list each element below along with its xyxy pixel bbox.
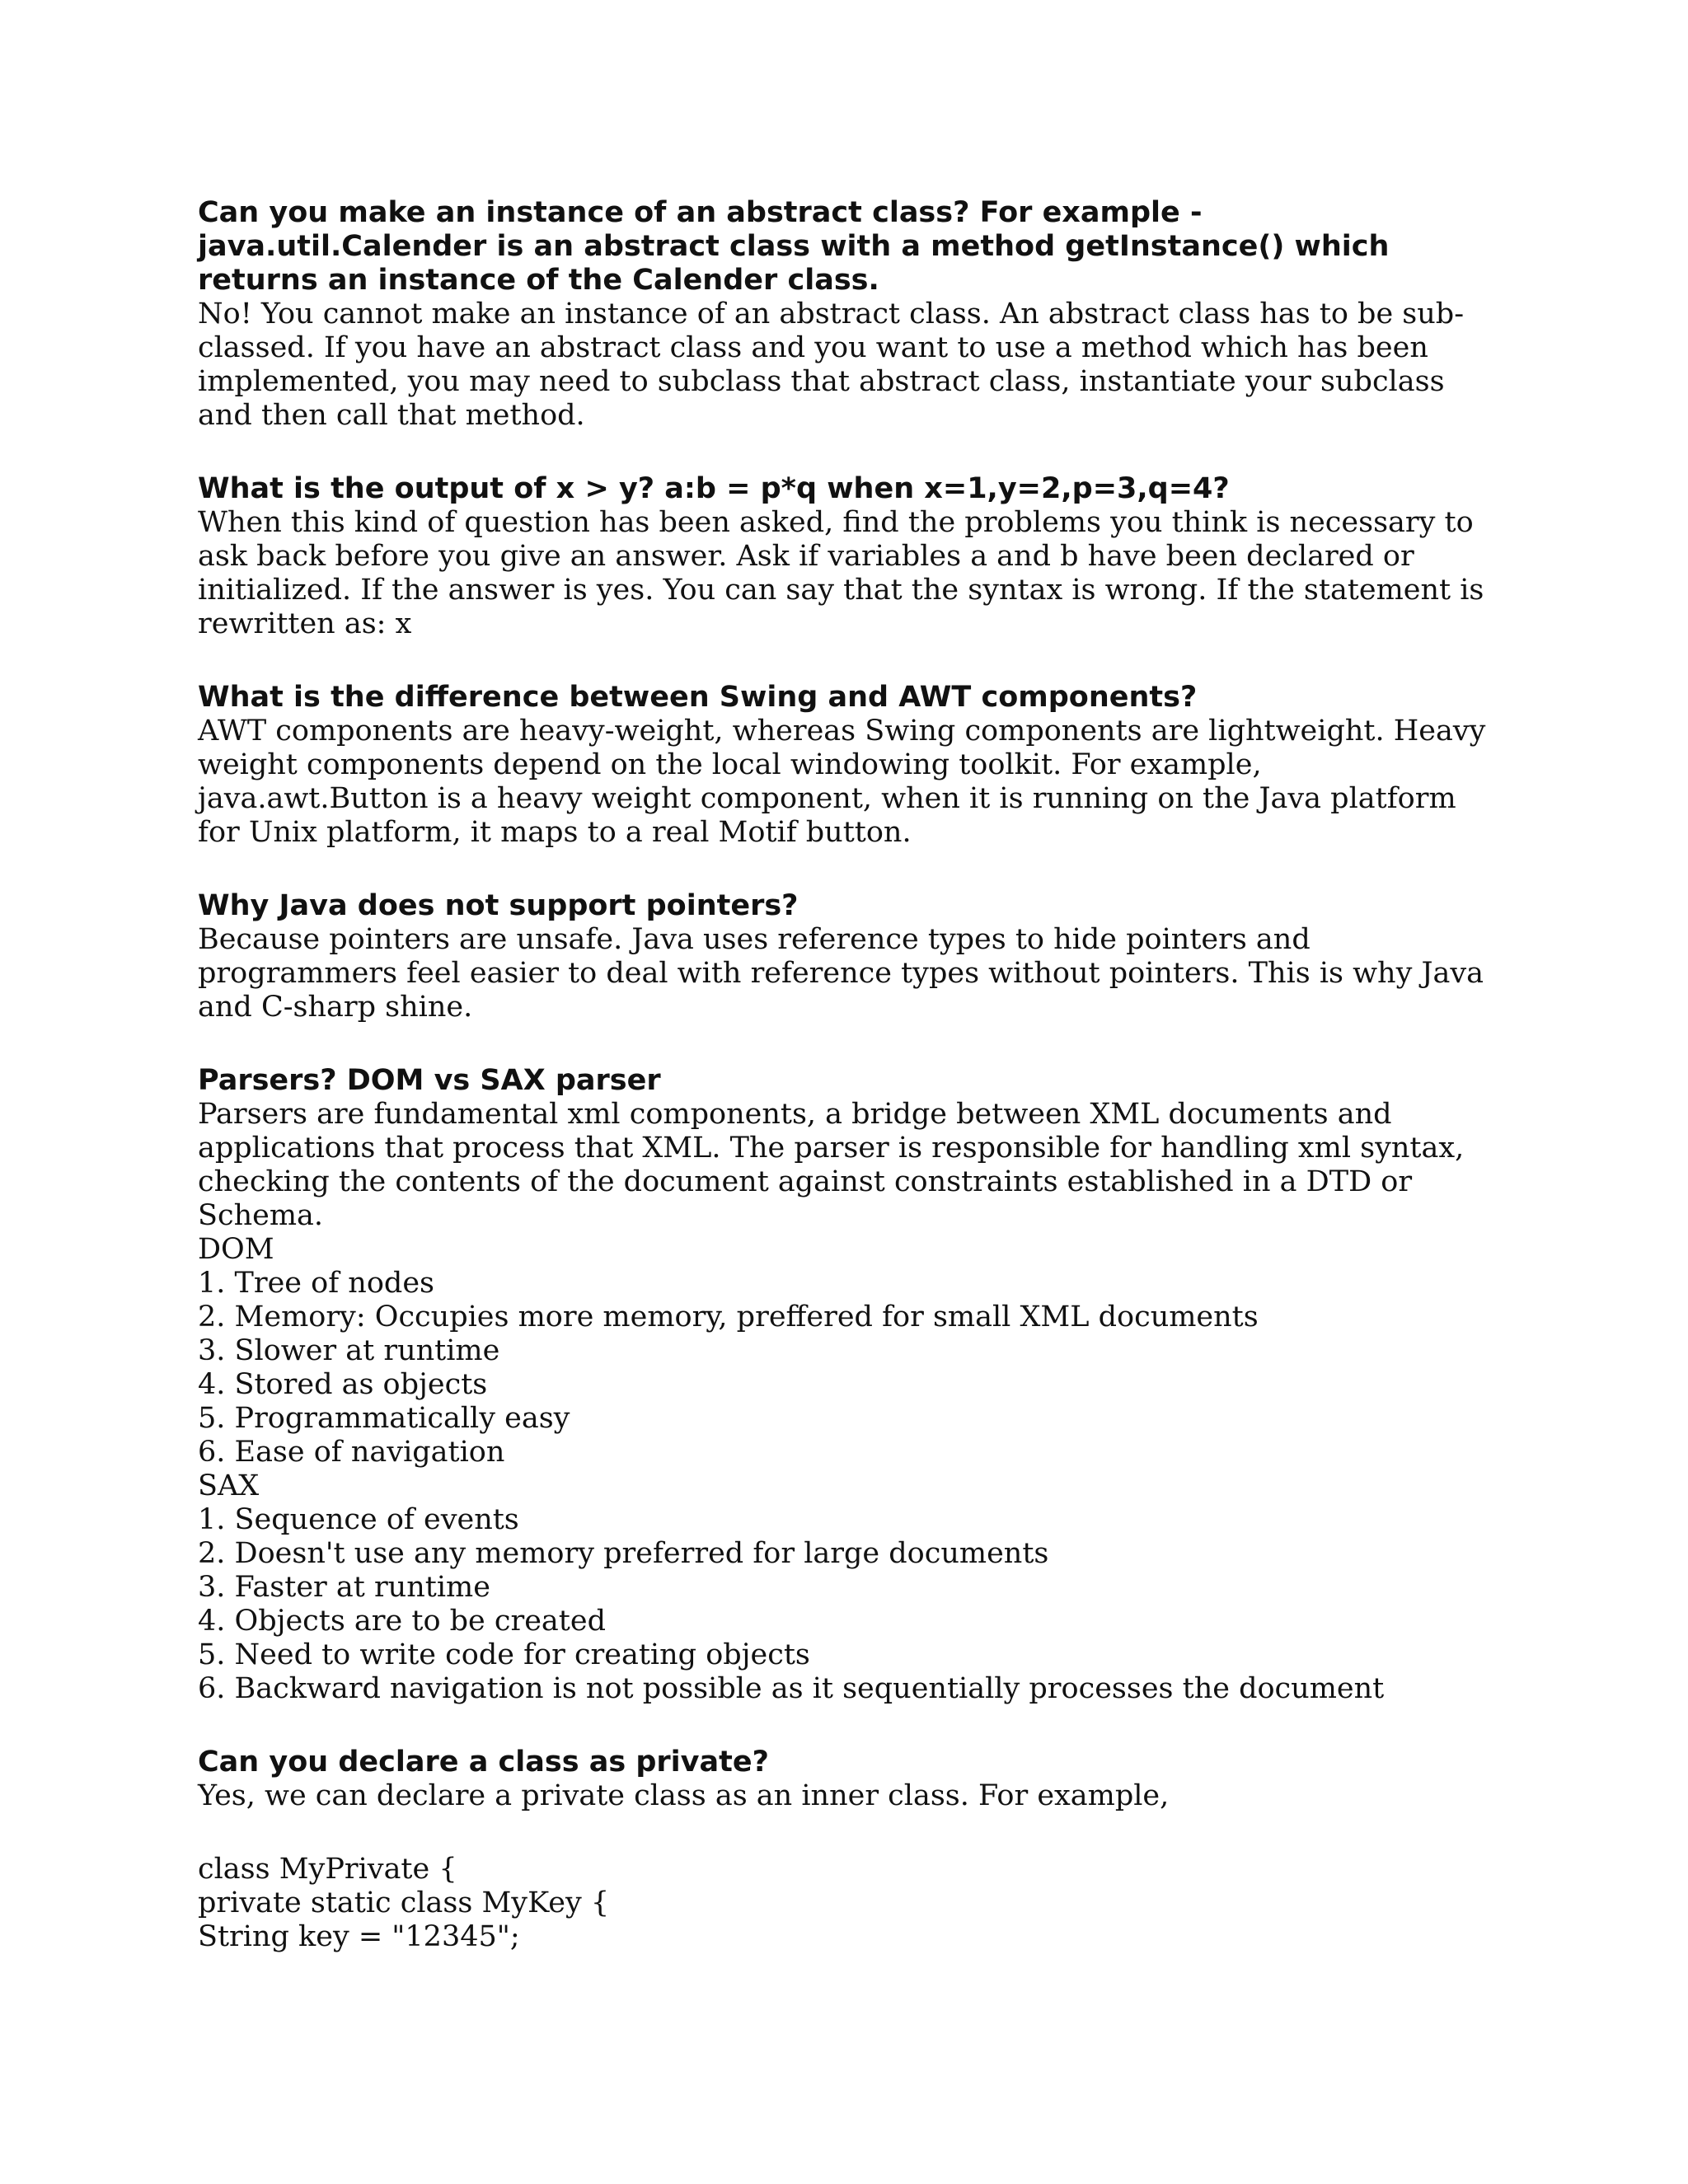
question-heading: Parsers? DOM vs SAX parser — [198, 1064, 661, 1097]
list-item: 3. Slower at runtime — [198, 1334, 500, 1367]
answer-paragraph: When this kind of question has been asked, find the problems you think is necessary to ask back before you give an answer. Ask if variables a and b have been declared or initialized. If the answer is yes. You can say that the syntax is wrong. If the statement is rewritten as: x — [198, 506, 1484, 640]
answer-paragraph: Parsers are fundamental xml components, a bridge between XML documents and applications that process that XML. The parser is responsible for handling xml syntax, checking the contents of the document against constraints established in a DTD or Schema. — [198, 1098, 1465, 1232]
qa-pointers — [198, 889, 1500, 1024]
document-page — [198, 196, 1500, 1954]
list-item: 6. Backward navigation is not possible as it sequentially processes the document — [198, 1672, 1385, 1705]
code-line: class MyPrivate { — [198, 1853, 457, 1886]
list-item: 4. Objects are to be created — [198, 1605, 606, 1638]
question-heading: What is the difference between Swing and AWT components? — [198, 681, 1198, 714]
code-line: private static class MyKey { — [198, 1886, 610, 1919]
sax-heading: SAX — [198, 1469, 260, 1502]
dom-heading: DOM — [198, 1233, 274, 1266]
question-heading: What is the output of x > y? a:b = p*q when x=1,y=2,p=3,q=4? — [198, 472, 1230, 505]
list-item: 2. Doesn't use any memory preferred for large documents — [198, 1537, 1049, 1570]
list-item: 4. Stored as objects — [198, 1368, 488, 1401]
list-item: 5. Programmatically easy — [198, 1402, 570, 1435]
answer-paragraph: Because pointers are unsafe. Java uses reference types to hide pointers and programmers feel easier to deal with reference types without pointers. This is why Java and C-sharp shine. — [198, 923, 1484, 1024]
qa-ternary-output — [198, 472, 1500, 641]
question-heading: Can you declare a class as private? — [198, 1746, 769, 1779]
qa-abstract-class — [198, 196, 1500, 433]
qa-dom-vs-sax — [198, 1064, 1500, 1706]
list-item: 1. Sequence of events — [198, 1503, 519, 1536]
list-item: 3. Faster at runtime — [198, 1571, 490, 1604]
list-item: 5. Need to write code for creating objects — [198, 1638, 810, 1671]
question-heading: Why Java does not support pointers? — [198, 889, 799, 922]
list-item: 1. Tree of nodes — [198, 1267, 434, 1300]
list-item: 6. Ease of navigation — [198, 1436, 505, 1469]
answer-paragraph: AWT components are heavy-weight, whereas Swing components are lightweight. Heavy weight components depend on the local windowing toolkit. For example, java.awt.Button is a heavy weight component, when it is running on the Java platform for Unix platform, it maps to a real Motif button. — [198, 715, 1486, 849]
answer-paragraph: No! You cannot make an instance of an abstract class. An abstract class has to be sub-classed. If you have an abstract class and you want to use a method which has been implemented, you may need to subclass that abstract class, instantiate your subclass and then call that method. — [198, 298, 1465, 432]
qa-private-class — [198, 1746, 1500, 1954]
list-item: 2. Memory: Occupies more memory, preffered for small XML documents — [198, 1301, 1259, 1333]
code-line: String key = "12345"; — [198, 1920, 520, 1953]
qa-swing-vs-awt — [198, 681, 1500, 850]
answer-paragraph: Yes, we can declare a private class as an inner class. For example, — [198, 1779, 1170, 1812]
question-heading: Can you make an instance of an abstract class? For example - java.util.Calender is an abstract class with a method getInstance() which returns an instance of the Calender class. — [198, 196, 1390, 297]
